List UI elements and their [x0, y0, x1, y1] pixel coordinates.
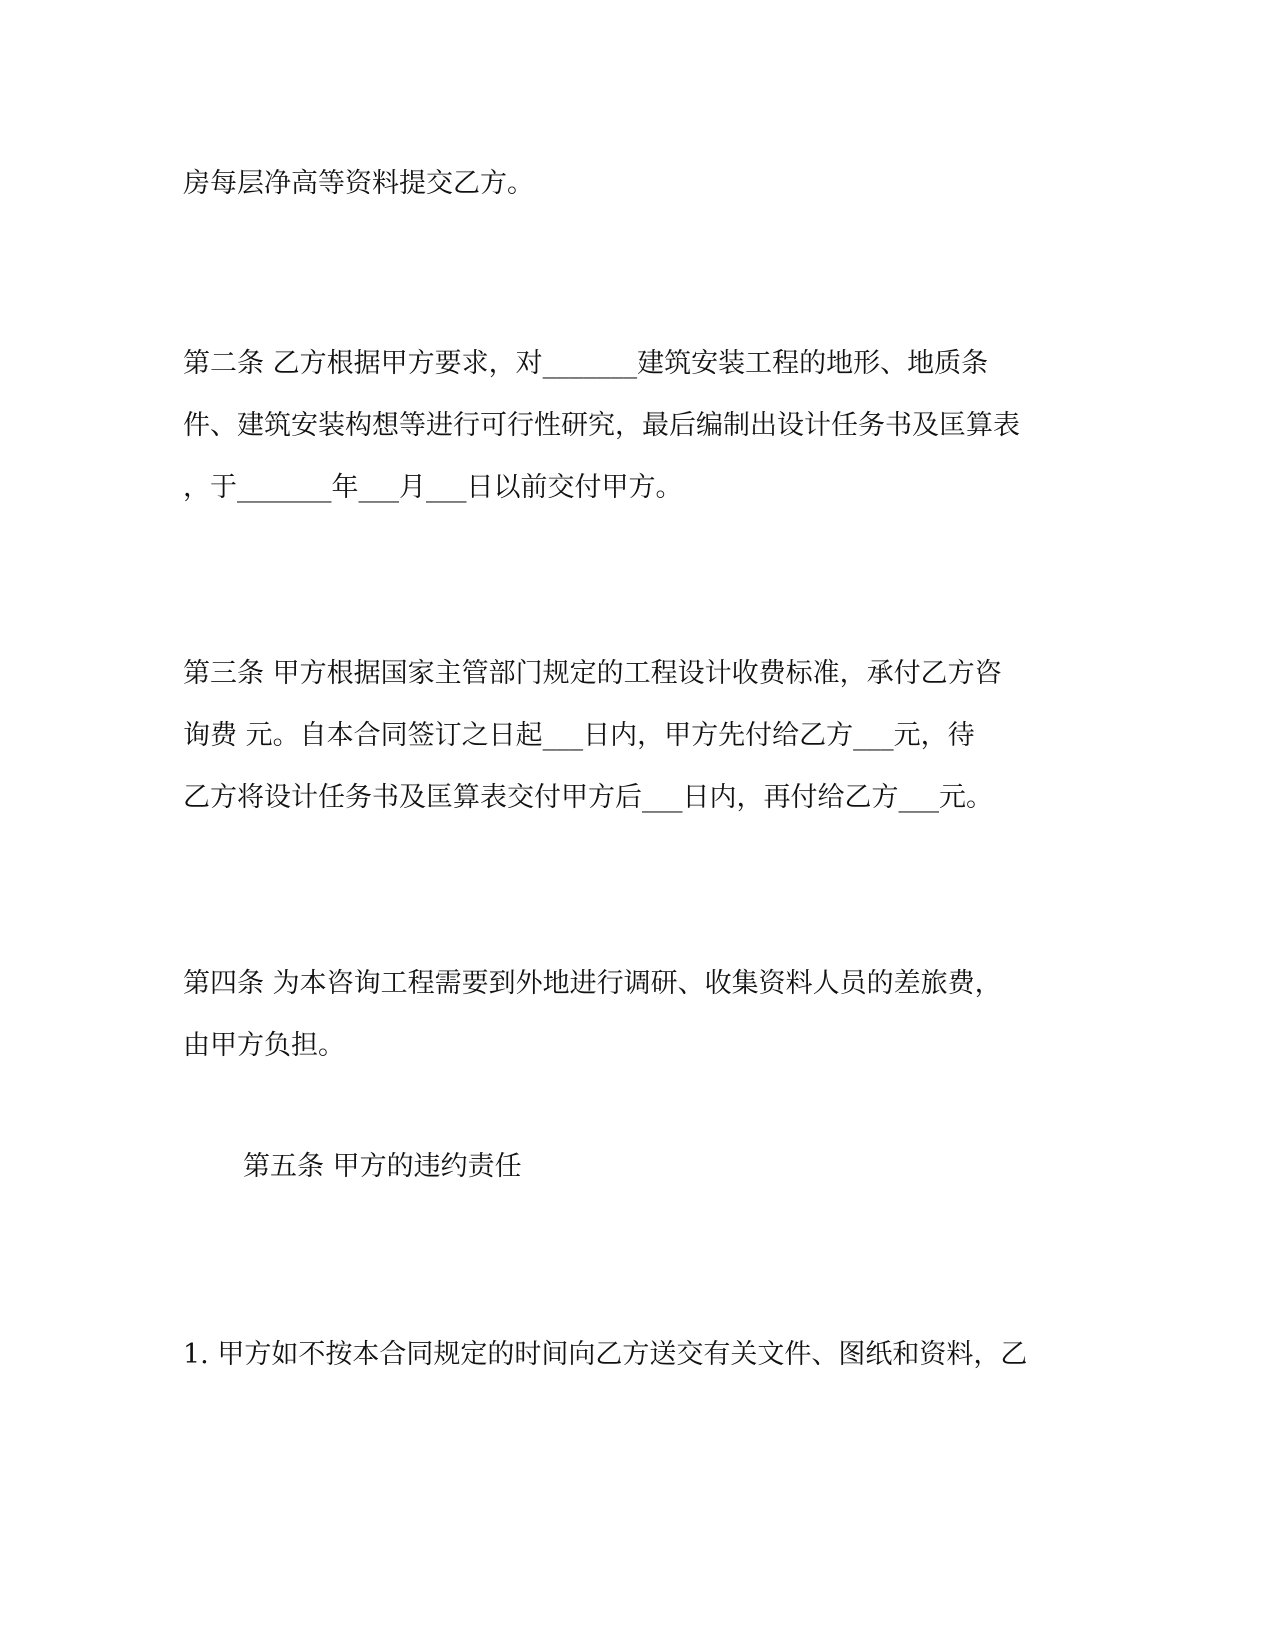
clause-4-line-2: 由甲方负担。 — [183, 1030, 345, 1061]
clause-3-line-2: 询费 元。自本合同签订之日起___日内，甲方先付给乙方___元，待 — [183, 720, 975, 751]
clause-3-line-1: 第三条 甲方根据国家主管部门规定的工程设计收费标准，承付乙方咨 — [183, 658, 1002, 689]
clause-3-line-3: 乙方将设计任务书及匡算表交付甲方后___日内，再付给乙方___元。 — [183, 782, 993, 813]
clause-2-line-2: 件、建筑安装构想等进行可行性研究，最后编制出设计任务书及匡算表 — [183, 410, 1020, 441]
text-line-1: 房每层净高等资料提交乙方。 — [183, 168, 534, 199]
clause-2-line-1: 第二条 乙方根据甲方要求，对_______建筑安装工程的地形、地质条 — [183, 348, 989, 379]
clause-2-line-3: ，于_______年___月___日以前交付甲方。 — [183, 472, 683, 503]
clause-4-line-1: 第四条 为本咨询工程需要到外地进行调研、收集资料人员的差旅费， — [183, 968, 1002, 999]
clause-5-item-1: 1. 甲方如不按本合同规定的时间向乙方送交有关文件、图纸和资料，乙 — [183, 1339, 1028, 1370]
clause-5-heading: 第五条 甲方的违约责任 — [243, 1151, 522, 1182]
